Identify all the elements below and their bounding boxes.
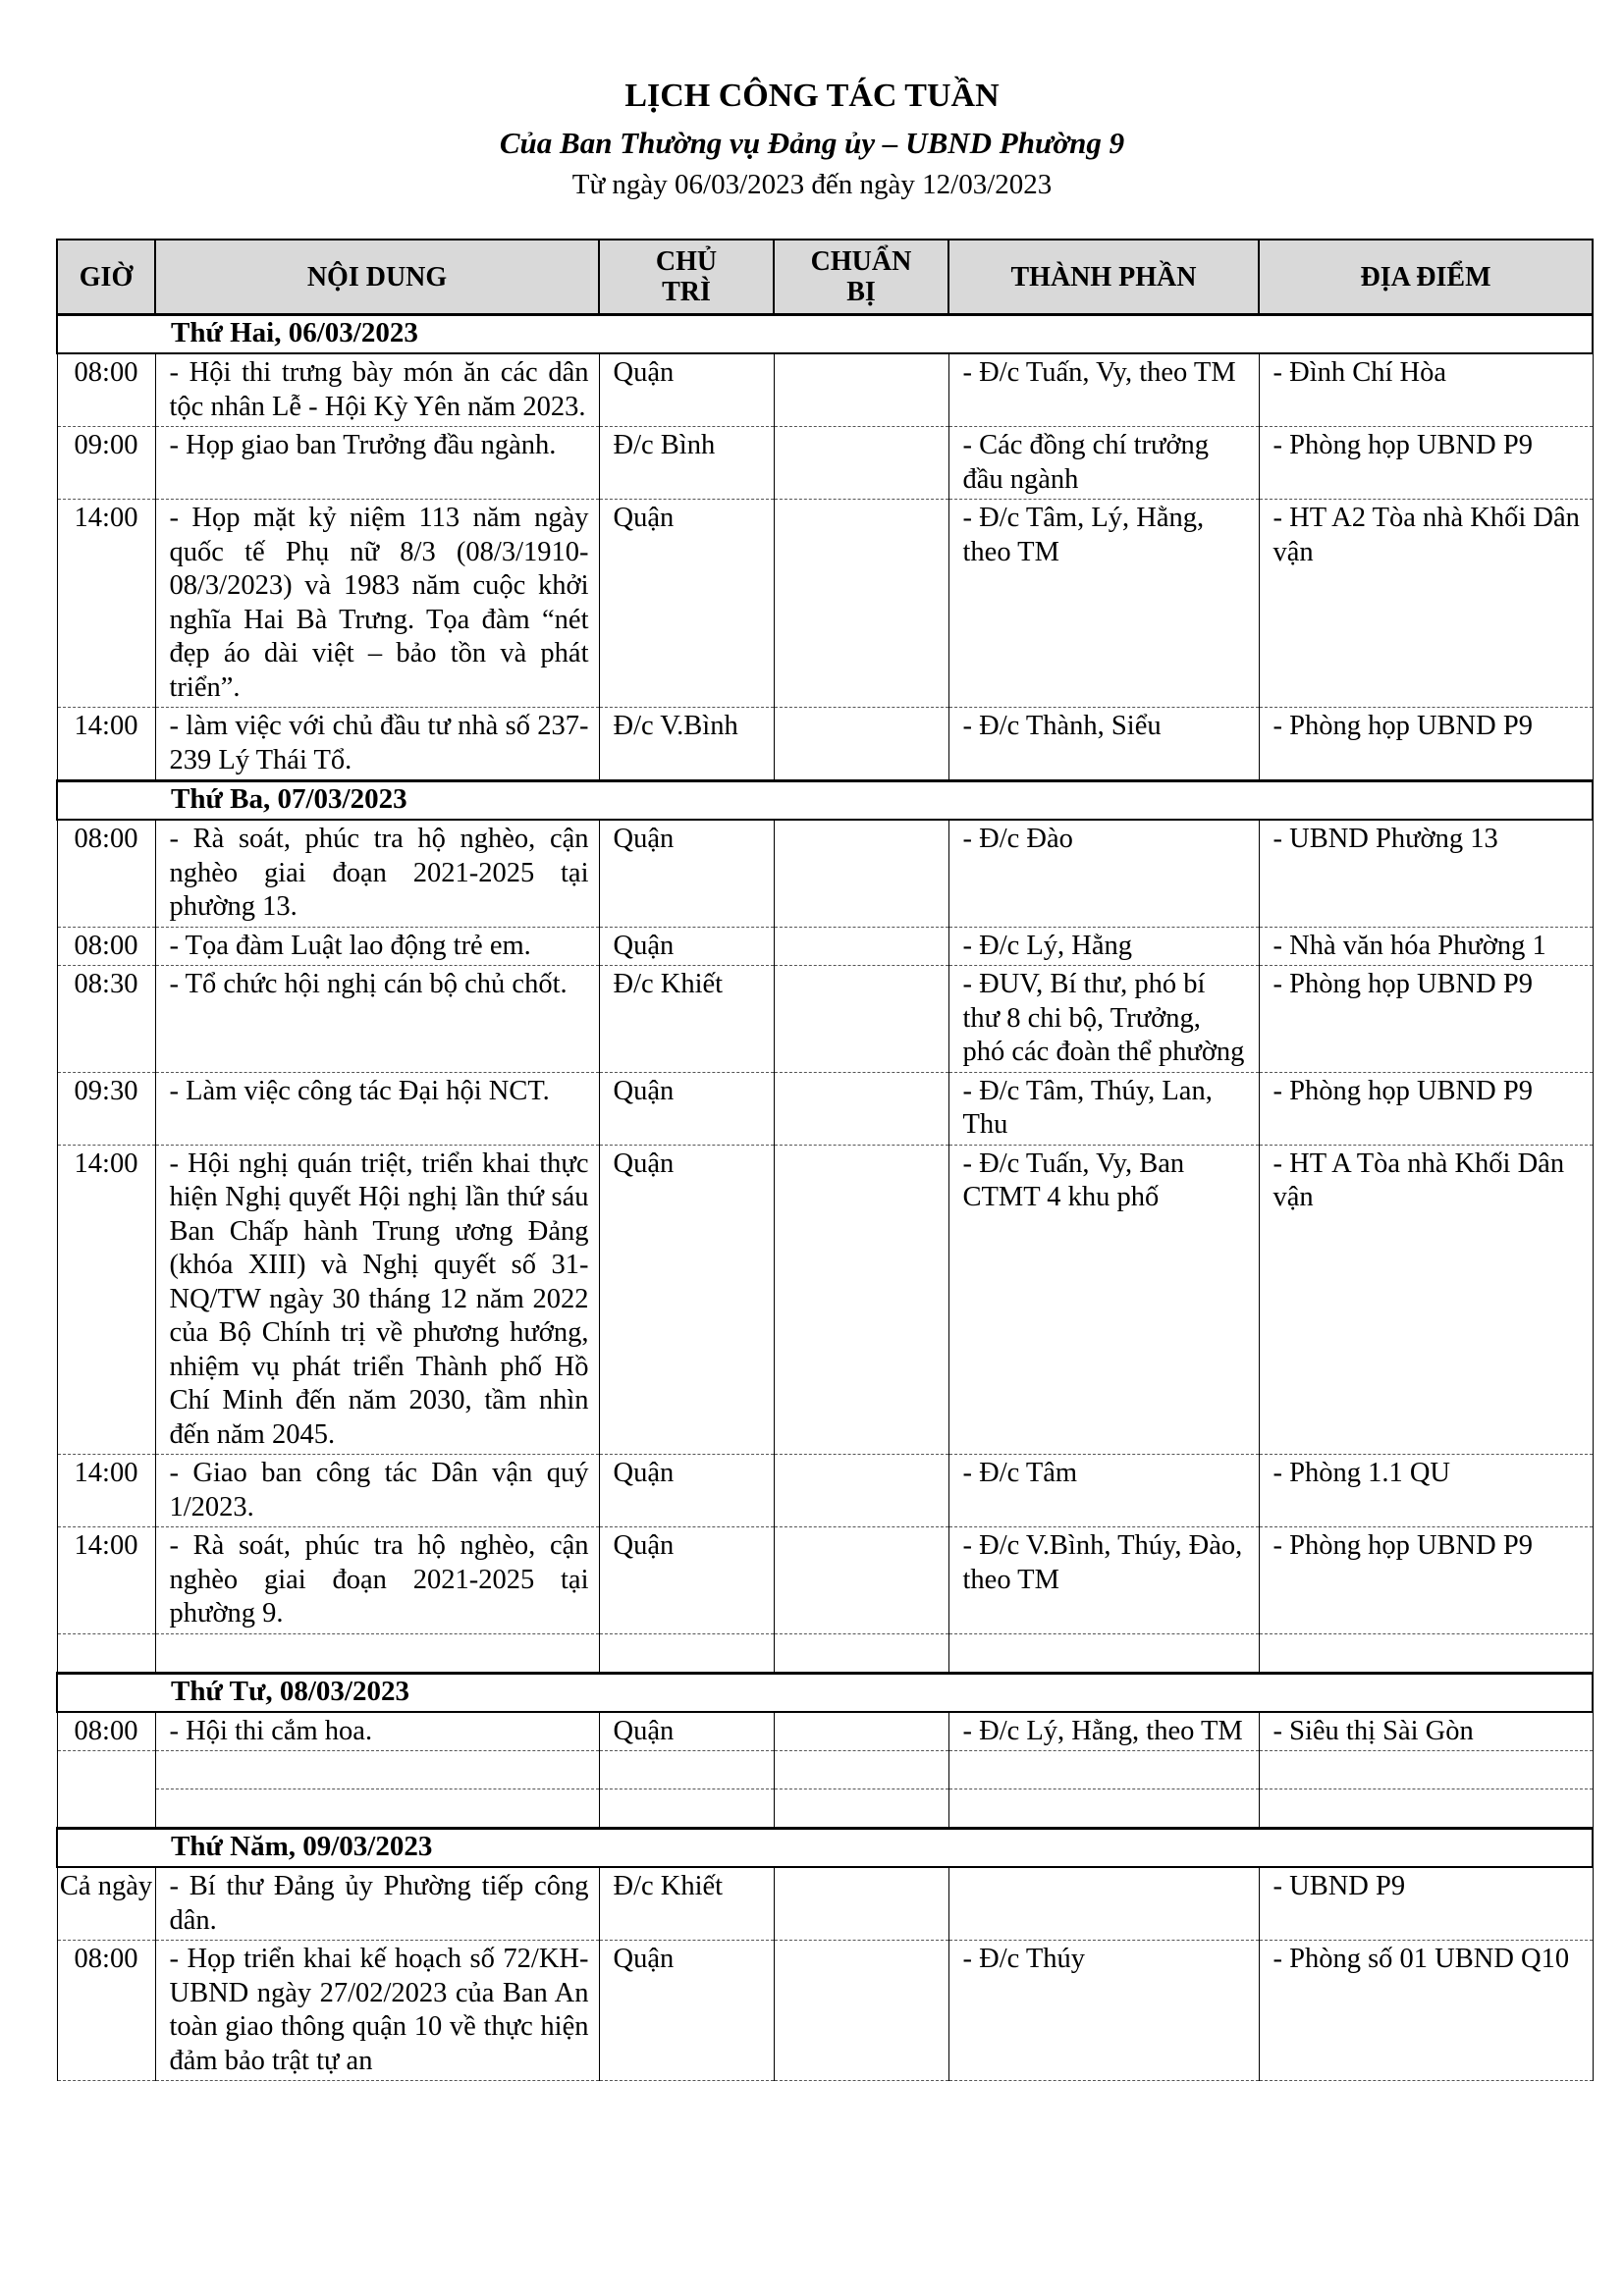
empty-cell [1259, 1789, 1593, 1829]
table-row [57, 1712, 1593, 1751]
cell-prep [774, 353, 948, 427]
empty-cell [57, 1751, 155, 1789]
cell-members: - Đ/c Thúy [948, 1941, 1259, 2081]
cell-members: - Đ/c V.Bình, Thúy, Đào, theo TM [948, 1527, 1259, 1634]
cell-prep [774, 427, 948, 500]
cell-chair: Quận [599, 1145, 774, 1455]
cell-prep [774, 1145, 948, 1455]
cell-prep [774, 1072, 948, 1145]
cell-chair: Đ/c V.Bình [599, 708, 774, 781]
day-label: Thứ Ba, 07/03/2023 [57, 781, 1593, 821]
cell-chair: Quận [599, 820, 774, 927]
table-row [57, 1867, 1593, 1941]
cell-prep [774, 927, 948, 966]
cell-chair: Quận [599, 927, 774, 966]
cell-members: - Đ/c Lý, Hằng, theo TM [948, 1712, 1259, 1751]
cell-place: - Phòng họp UBND P9 [1259, 1072, 1593, 1145]
table-row [57, 353, 1593, 427]
cell-place: - Nhà văn hóa Phường 1 [1259, 927, 1593, 966]
cell-members: - ĐUV, Bí thư, phó bí thư 8 chi bộ, Trưởng, phó các đoàn thể phường [948, 966, 1259, 1073]
cell-place: - UBND P9 [1259, 1867, 1593, 1941]
table-row [57, 1941, 1593, 2081]
cell-place: - UBND Phường 13 [1259, 820, 1593, 927]
cell-prep [774, 966, 948, 1073]
document-title: LỊCH CÔNG TÁC TUẦN [624, 78, 1000, 114]
cell-chair: Quận [599, 1941, 774, 2081]
cell-time: 08:00 [57, 353, 155, 427]
header-prep [774, 240, 948, 315]
cell-chair: Đ/c Khiết [599, 966, 774, 1073]
header-chair-line1: CHỦ [655, 246, 718, 277]
cell-place: - HT A Tòa nhà Khối Dân vận [1259, 1145, 1593, 1455]
cell-members: - Đ/c Tâm, Lý, Hằng, theo TM [948, 500, 1259, 708]
day-row-tuesday [57, 781, 1593, 821]
cell-members: - Đ/c Tuấn, Vy, Ban CTMT 4 khu phố [948, 1145, 1259, 1455]
cell-members: - Đ/c Tâm [948, 1455, 1259, 1527]
cell-time: 08:00 [57, 1712, 155, 1751]
day-row-thursday [57, 1829, 1593, 1868]
cell-chair: Quận [599, 500, 774, 708]
cell-place: - Phòng họp UBND P9 [1259, 708, 1593, 781]
document-header [0, 77, 1624, 202]
empty-row [57, 1633, 1593, 1673]
document-subtitle: Của Ban Thường vụ Đảng ủy – UBND Phường 9 [499, 126, 1125, 160]
header-chair-line2: TRÌ [662, 277, 711, 307]
header-chair [599, 240, 774, 315]
cell-content: - Bí thư Đảng ủy Phường tiếp công dân. [155, 1867, 599, 1941]
cell-chair: Quận [599, 1712, 774, 1751]
cell-place: - Phòng họp UBND P9 [1259, 966, 1593, 1073]
empty-cell [774, 1751, 948, 1789]
day-label: Thứ Hai, 06/03/2023 [57, 315, 1593, 354]
cell-prep [774, 1527, 948, 1634]
cell-members: - Đ/c Lý, Hằng [948, 927, 1259, 966]
day-label: Thứ Tư, 08/03/2023 [57, 1673, 1593, 1712]
cell-content: - làm việc với chủ đầu tư nhà số 237-239 Lý Thái Tổ. [155, 708, 599, 781]
cell-chair: Quận [599, 353, 774, 427]
cell-time: 08:30 [57, 966, 155, 1073]
cell-time: 08:00 [57, 1941, 155, 2081]
cell-content: - Tọa đàm Luật lao động trẻ em. [155, 927, 599, 966]
cell-prep [774, 820, 948, 927]
empty-cell [57, 1789, 155, 1829]
header-time: GIỜ [57, 240, 155, 315]
table-row [57, 500, 1593, 708]
cell-members: - Các đồng chí trưởng đầu ngành [948, 427, 1259, 500]
cell-prep [774, 1941, 948, 2081]
cell-content: - Rà soát, phúc tra hộ nghèo, cận nghèo giai đoạn 2021-2025 tại phường 13. [155, 820, 599, 927]
cell-content: - Hội thi trưng bày món ăn các dân tộc nhân Lễ - Hội Kỳ Yên năm 2023. [155, 353, 599, 427]
table-header [57, 240, 1593, 315]
empty-cell [155, 1751, 599, 1789]
header-members: THÀNH PHẦN [948, 240, 1259, 315]
empty-cell [1259, 1751, 1593, 1789]
cell-content: - Hội nghị quán triệt, triển khai thực hiện Nghị quyết Hội nghị lần thứ sáu Ban Chấp hành Trung ương Đảng (khóa XIII) và Nghị quyết số 31-NQ/TW ngày 30 tháng 12 năm 2022 của Bộ Chính trị về phương hướng, nhiệm vụ phát triển Thành phố Hồ Chí Minh đến năm 2030, tầm nhìn đến năm 2045. [155, 1145, 599, 1455]
cell-content: - Rà soát, phúc tra hộ nghèo, cận nghèo giai đoạn 2021-2025 tại phường 9. [155, 1527, 599, 1634]
cell-place: - Đình Chí Hòa [1259, 353, 1593, 427]
cell-content: - Họp mặt kỷ niệm 113 năm ngày quốc tế Phụ nữ 8/3 (08/3/1910-08/3/2023) và 1983 năm cuộc khởi nghĩa Hai Bà Trưng. Tọa đàm “nét đẹp áo dài việt – bảo tồn và phát triển”. [155, 500, 599, 708]
cell-content: - Hội thi cắm hoa. [155, 1712, 599, 1751]
table-row [57, 927, 1593, 966]
header-content: NỘI DUNG [155, 240, 599, 315]
cell-members: - Đ/c Tuấn, Vy, theo TM [948, 353, 1259, 427]
empty-cell [948, 1789, 1259, 1829]
table-row [57, 1455, 1593, 1527]
cell-content: - Họp triển khai kế hoạch số 72/KH-UBND ngày 27/02/2023 của Ban An toàn giao thông quận 10 về thực hiện đảm bảo trật tự an [155, 1941, 599, 2081]
day-row-monday [57, 315, 1593, 354]
empty-cell [599, 1751, 774, 1789]
empty-row [57, 1751, 1593, 1789]
schedule-table [56, 239, 1594, 2081]
cell-time: 09:00 [57, 427, 155, 500]
cell-place: - Phòng 1.1 QU [1259, 1455, 1593, 1527]
cell-chair: Quận [599, 1072, 774, 1145]
header-prep-line2: BỊ [846, 277, 876, 307]
empty-cell [948, 1633, 1259, 1673]
table-row [57, 708, 1593, 781]
cell-prep [774, 1712, 948, 1751]
cell-time: 14:00 [57, 1455, 155, 1527]
cell-place: - Phòng họp UBND P9 [1259, 427, 1593, 500]
cell-place: - Phòng số 01 UBND Q10 [1259, 1941, 1593, 2081]
cell-prep [774, 1455, 948, 1527]
cell-place: - HT A2 Tòa nhà Khối Dân vận [1259, 500, 1593, 708]
cell-members: - Đ/c Tâm, Thúy, Lan, Thu [948, 1072, 1259, 1145]
table-row [57, 1527, 1593, 1634]
cell-prep [774, 708, 948, 781]
cell-prep [774, 500, 948, 708]
cell-chair: Đ/c Khiết [599, 1867, 774, 1941]
cell-members: - Đ/c Thành, Siểu [948, 708, 1259, 781]
empty-cell [155, 1789, 599, 1829]
cell-time: 14:00 [57, 708, 155, 781]
cell-time: 08:00 [57, 820, 155, 927]
empty-cell [599, 1789, 774, 1829]
cell-time: Cả ngày [57, 1867, 155, 1941]
table-row [57, 427, 1593, 500]
empty-cell [57, 1633, 155, 1673]
cell-prep [774, 1867, 948, 1941]
empty-cell [774, 1633, 948, 1673]
cell-time: 14:00 [57, 1145, 155, 1455]
empty-row [57, 1789, 1593, 1829]
empty-cell [948, 1751, 1259, 1789]
cell-members [948, 1867, 1259, 1941]
date-range: Từ ngày 06/03/2023 đến ngày 12/03/2023 [571, 169, 1053, 200]
table-body [57, 315, 1593, 2081]
cell-content: - Tổ chức hội nghị cán bộ chủ chốt. [155, 966, 599, 1073]
empty-cell [774, 1789, 948, 1829]
cell-time: 08:00 [57, 927, 155, 966]
table-row [57, 1072, 1593, 1145]
table-row [57, 966, 1593, 1073]
cell-time: 09:30 [57, 1072, 155, 1145]
empty-cell [599, 1633, 774, 1673]
cell-content: - Làm việc công tác Đại hội NCT. [155, 1072, 599, 1145]
table-row [57, 1145, 1593, 1455]
cell-place: - Siêu thị Sài Gòn [1259, 1712, 1593, 1751]
cell-content: - Giao ban công tác Dân vận quý 1/2023. [155, 1455, 599, 1527]
cell-chair: Quận [599, 1527, 774, 1634]
table-row [57, 820, 1593, 927]
day-row-wednesday [57, 1673, 1593, 1712]
cell-members: - Đ/c Đào [948, 820, 1259, 927]
cell-content: - Họp giao ban Trưởng đầu ngành. [155, 427, 599, 500]
cell-place: - Phòng họp UBND P9 [1259, 1527, 1593, 1634]
empty-cell [1259, 1633, 1593, 1673]
header-prep-line1: CHUẨN [810, 246, 912, 277]
cell-chair: Quận [599, 1455, 774, 1527]
header-place: ĐỊA ĐIỂM [1259, 240, 1593, 315]
day-label: Thứ Năm, 09/03/2023 [57, 1829, 1593, 1868]
cell-time: 14:00 [57, 1527, 155, 1634]
cell-chair: Đ/c Bình [599, 427, 774, 500]
cell-time: 14:00 [57, 500, 155, 708]
empty-cell [155, 1633, 599, 1673]
